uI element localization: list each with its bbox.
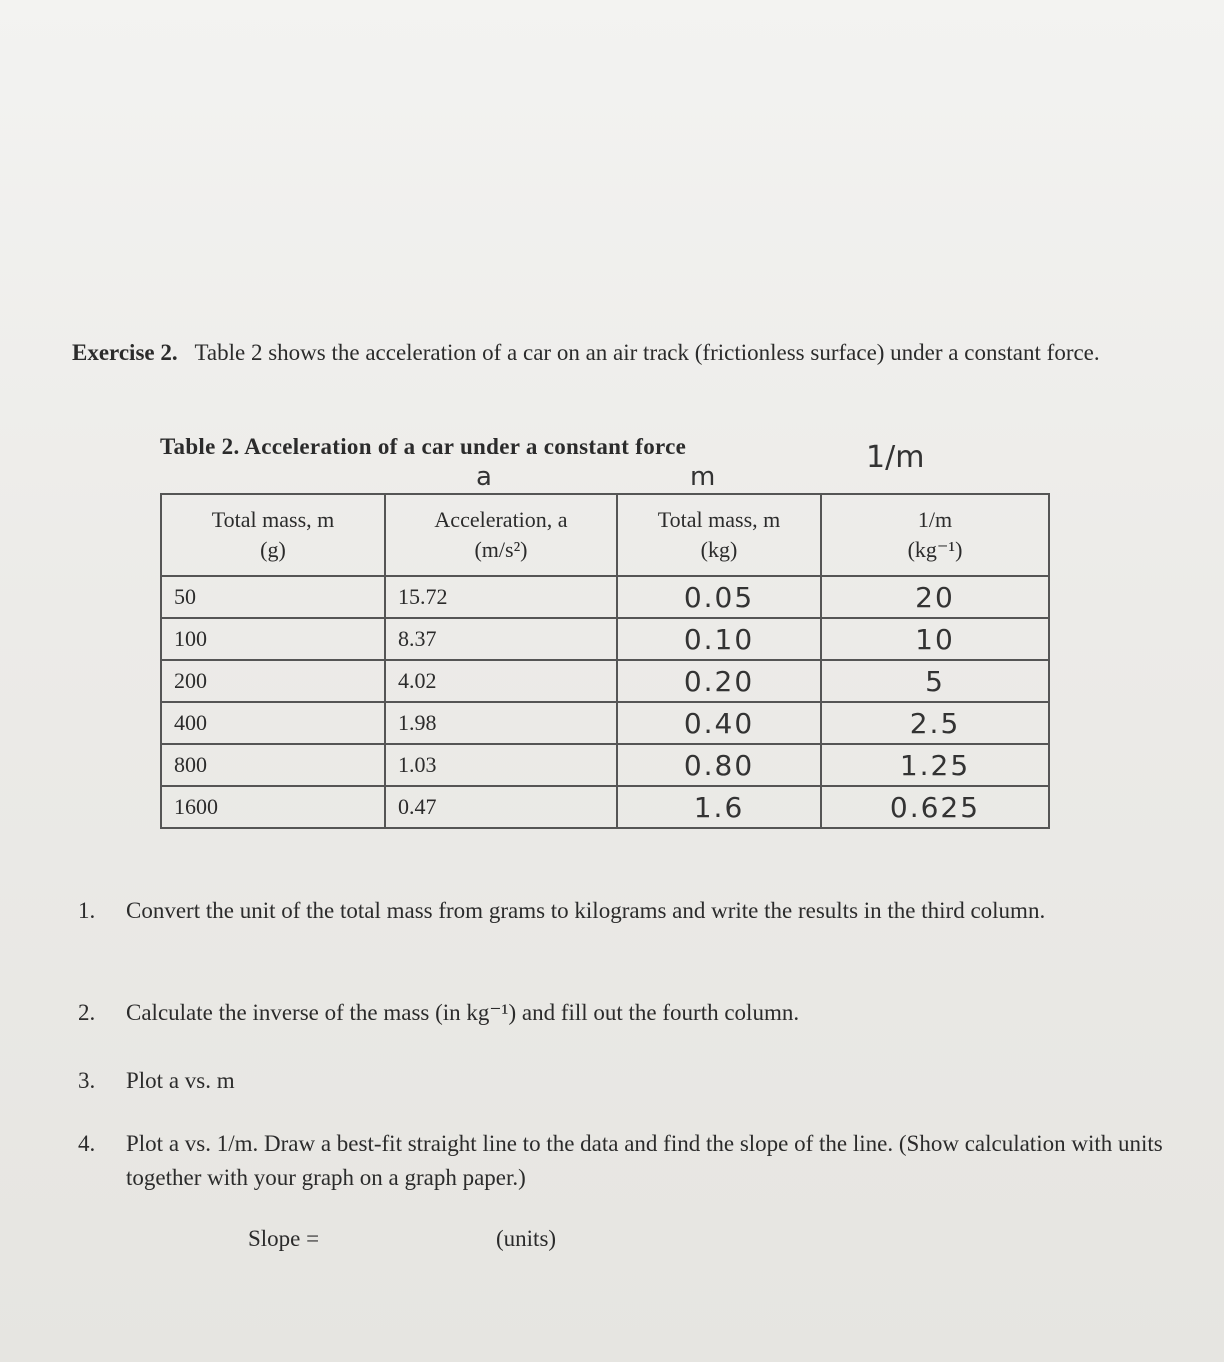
- question-number: 4.: [78, 1131, 96, 1156]
- cell-mass-g: 800: [161, 744, 385, 786]
- cell-acceleration: 0.47: [385, 786, 617, 828]
- cell-acceleration: 4.02: [385, 660, 617, 702]
- question-1: [78, 894, 1186, 928]
- cell-mass-kg: 0.80: [617, 744, 821, 786]
- cell-acceleration: 1.98: [385, 702, 617, 744]
- handwritten-m-label: m: [690, 462, 716, 492]
- exercise-label: Exercise 2.: [72, 340, 178, 365]
- data-table: [160, 493, 1050, 829]
- cell-mass-kg: 0.10: [617, 618, 821, 660]
- header-acceleration: Acceleration, a (m/s²): [385, 494, 617, 576]
- cell-acceleration: 8.37: [385, 618, 617, 660]
- cell-mass-g: 1600: [161, 786, 385, 828]
- cell-mass-kg: 0.05: [617, 576, 821, 618]
- cell-mass-kg: 0.40: [617, 702, 821, 744]
- question-text: Plot a vs. 1/m. Draw a best-fit straight line to the data and find the slope of the line. (Show calculation with units together with your graph on a graph paper.): [126, 1131, 1163, 1190]
- table-row: [161, 786, 1049, 828]
- handwritten-a-label: a: [476, 462, 492, 492]
- cell-inverse-mass: 10: [821, 618, 1049, 660]
- cell-mass-g: 200: [161, 660, 385, 702]
- exercise-text: Table 2 shows the acceleration of a car on an air track (frictionless surface) under a constant force.: [194, 340, 1100, 365]
- question-number: 1.: [78, 898, 96, 923]
- exercise-intro: [72, 336, 1192, 370]
- table-row: [161, 702, 1049, 744]
- question-number: 2.: [78, 1000, 96, 1025]
- cell-inverse-mass: 2.5: [821, 702, 1049, 744]
- cell-mass-g: 50: [161, 576, 385, 618]
- table-row: [161, 576, 1049, 618]
- question-text: Calculate the inverse of the mass (in kg⁻¹) and fill out the fourth column.: [126, 1000, 800, 1025]
- table-row: [161, 660, 1049, 702]
- question-3: [78, 1064, 1186, 1098]
- question-text: Convert the unit of the total mass from grams to kilograms and write the results in the third column.: [126, 898, 1046, 923]
- cell-inverse-mass: 5: [821, 660, 1049, 702]
- question-number: 3.: [78, 1068, 96, 1093]
- table-row: [161, 744, 1049, 786]
- header-mass-kg: Total mass, m (kg): [617, 494, 821, 576]
- header-mass-g: Total mass, m (g): [161, 494, 385, 576]
- cell-mass-kg: 1.6: [617, 786, 821, 828]
- cell-acceleration: 1.03: [385, 744, 617, 786]
- question-4: [78, 1127, 1186, 1195]
- table-row: [161, 618, 1049, 660]
- units-label: (units): [496, 1226, 557, 1251]
- header-inverse-mass: 1/m (kg⁻¹): [821, 494, 1049, 576]
- handwritten-inverse-label: 1/m: [866, 440, 925, 475]
- cell-mass-g: 100: [161, 618, 385, 660]
- cell-inverse-mass: 1.25: [821, 744, 1049, 786]
- cell-mass-g: 400: [161, 702, 385, 744]
- cell-inverse-mass: 20: [821, 576, 1049, 618]
- table-caption: Table 2. Acceleration of a car under a constant force: [160, 434, 687, 459]
- slope-label: Slope =: [248, 1226, 320, 1251]
- question-text: Plot a vs. m: [126, 1068, 235, 1093]
- table-header-row: [161, 494, 1049, 576]
- cell-acceleration: 15.72: [385, 576, 617, 618]
- question-2: [78, 996, 1186, 1030]
- cell-mass-kg: 0.20: [617, 660, 821, 702]
- cell-inverse-mass: 0.625: [821, 786, 1049, 828]
